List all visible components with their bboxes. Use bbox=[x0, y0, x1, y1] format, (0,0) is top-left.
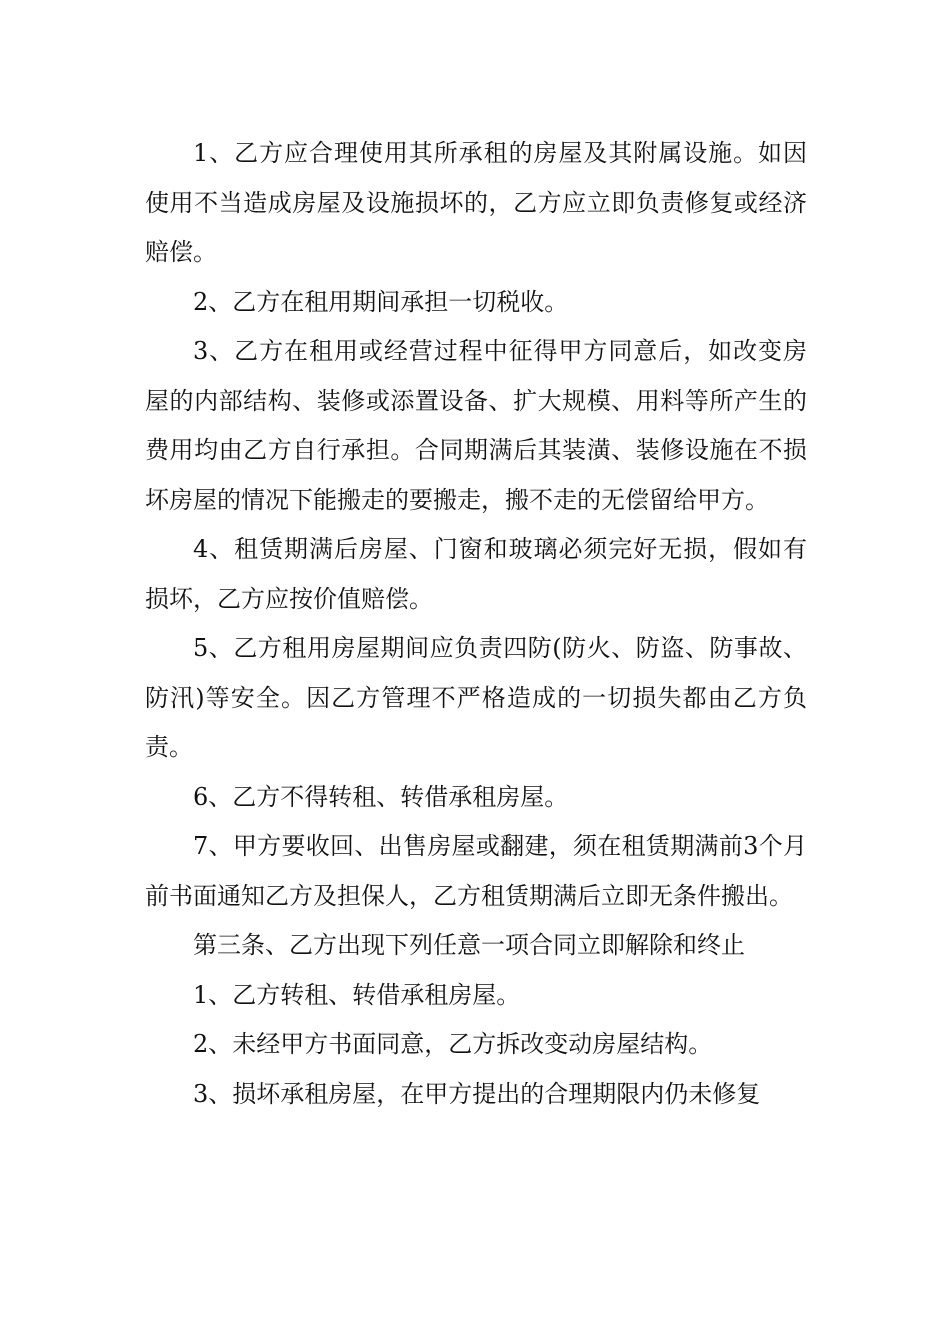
clause-paragraph-6: 6、乙方不得转租、转借承租房屋。 bbox=[193, 782, 569, 811]
document-body bbox=[145, 129, 807, 1119]
clause-paragraph-5: 5、乙方租用房屋期间应负责四防(防火、防盗、防事故、防汛)等安全。因乙方管理不严格造成的一切损失都由乙方负责。 bbox=[145, 634, 807, 761]
clause-paragraph-1: 1、乙方应合理使用其所承租的房屋及其附属设施。如因使用不当造成房屋及设施损坏的，乙方应立即负责修复或经济赔偿。 bbox=[145, 139, 807, 266]
termination-item-2: 2、未经甲方书面同意，乙方拆改变动房屋结构。 bbox=[193, 1030, 713, 1058]
clause-paragraph-4: 4、租赁期满后房屋、门窗和玻璃必须完好无损，假如有损坏，乙方应按价值赔偿。 bbox=[145, 535, 807, 613]
termination-item-1: 1、乙方转租、转借承租房屋。 bbox=[193, 980, 521, 1009]
clause-paragraph-3: 3、乙方在租用或经营过程中征得甲方同意后，如改变房屋的内部结构、装修或添置设备、扩大规模、用料等所产生的费用均由乙方自行承担。合同期满后其装潢、装修设施在不损坏房屋的情况下能搬走的要搬走，搬不走的无偿留给甲方。 bbox=[145, 337, 807, 514]
clause-paragraph-2: 2、乙方在租用期间承担一切税收。 bbox=[193, 287, 569, 316]
article-three-heading: 第三条、乙方出现下列任意一项合同立即解除和终止 bbox=[193, 931, 745, 959]
clause-paragraph-7: 7、甲方要收回、出售房屋或翻建，须在租赁期满前3个月前书面通知乙方及担保人，乙方租赁期满后立即无条件搬出。 bbox=[145, 832, 807, 910]
termination-item-3: 3、损坏承租房屋，在甲方提出的合理期限内仍未修复 bbox=[193, 1079, 761, 1108]
